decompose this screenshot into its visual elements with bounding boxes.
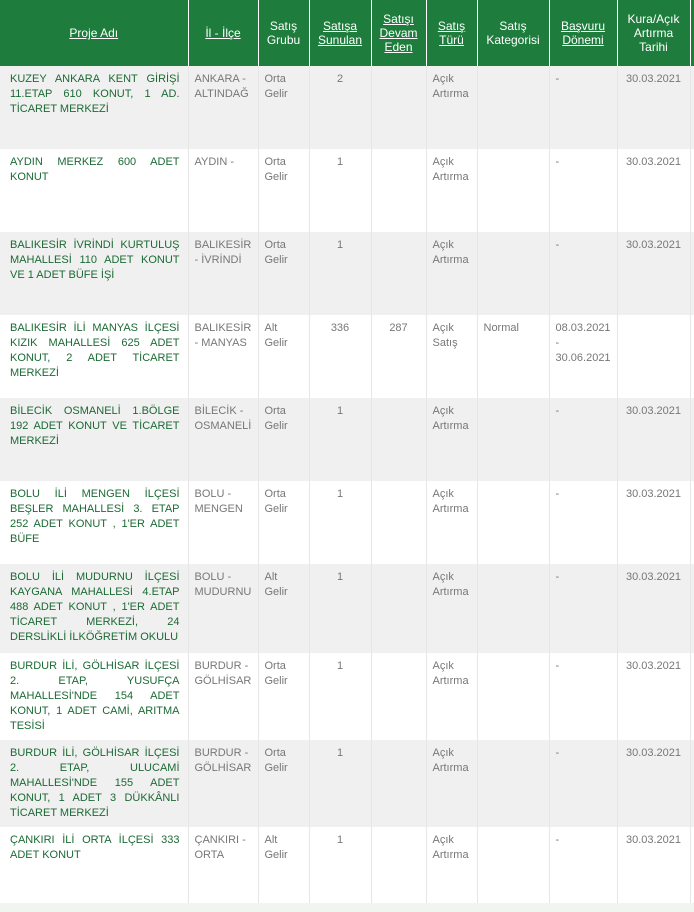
application-period-cell: - (549, 827, 617, 910)
location-cell: ANKARA - ALTINDAĞ (188, 66, 258, 149)
location-cell: BİLECİK - OSMANELİ (188, 398, 258, 481)
location-cell: AYDIN - (188, 149, 258, 232)
column-header-basvuru-donemi[interactable]: Başvuru Dönemi (549, 0, 617, 66)
offered-count-cell: 1 (309, 827, 371, 910)
sales-type-cell: Açık Artırma (426, 232, 477, 315)
ongoing-count-cell (371, 232, 426, 315)
ongoing-count-cell (371, 653, 426, 740)
column-header-satis-grubu: Satış Grubu (258, 0, 309, 66)
page-bottom (0, 903, 694, 912)
offered-count-cell: 1 (309, 740, 371, 827)
auction-date-cell: 30.03.2021 (617, 740, 690, 827)
sales-category-cell (477, 232, 549, 315)
sales-group-cell: Alt Gelir (258, 315, 309, 398)
table-row[interactable] (0, 66, 694, 149)
sales-group-cell: Alt Gelir (258, 827, 309, 910)
project-name-cell[interactable]: BURDUR İLİ, GÖLHİSAR İLÇESİ 2. ETAP, YUSUFÇA MAHALLESİ'NDE 154 ADET KONUT, 1 ADET CAMİ, ARITMA TESİSİ (0, 653, 188, 740)
application-period-cell: - (549, 740, 617, 827)
sales-type-cell: Açık Artırma (426, 149, 477, 232)
table-row[interactable] (0, 315, 694, 398)
overflow-cell (690, 740, 694, 827)
sales-group-cell: Alt Gelir (258, 564, 309, 653)
sales-group-cell: Orta Gelir (258, 149, 309, 232)
project-name-cell[interactable]: BALIKESİR İVRİNDİ KURTULUŞ MAHALLESİ 110 ADET KONUT VE 1 ADET BÜFE İŞİ (0, 232, 188, 315)
sales-group-cell: Orta Gelir (258, 481, 309, 564)
table-row[interactable] (0, 398, 694, 481)
auction-date-cell: 30.03.2021 (617, 564, 690, 653)
sales-type-cell: Açık Artırma (426, 740, 477, 827)
sales-type-cell: Açık Artırma (426, 564, 477, 653)
offered-count-cell: 1 (309, 564, 371, 653)
sales-category-cell (477, 398, 549, 481)
location-cell: BURDUR - GÖLHİSAR (188, 653, 258, 740)
overflow-cell (690, 653, 694, 740)
location-cell: BALIKESİR - İVRİNDİ (188, 232, 258, 315)
sales-category-cell (477, 481, 549, 564)
sales-category-cell (477, 653, 549, 740)
location-cell: BOLU - MUDURNU (188, 564, 258, 653)
offered-count-cell: 1 (309, 481, 371, 564)
sales-group-cell: Orta Gelir (258, 232, 309, 315)
column-header-satis-kategorisi: Satış Kategorisi (477, 0, 549, 66)
sales-category-cell (477, 149, 549, 232)
application-period-cell: - (549, 149, 617, 232)
overflow-cell (690, 398, 694, 481)
location-cell: BOLU - MENGEN (188, 481, 258, 564)
project-name-cell[interactable]: BALIKESİR İLİ MANYAS İLÇESİ KIZIK MAHALLESİ 625 ADET KONUT, 2 ADET TİCARET MERKEZİ (0, 315, 188, 398)
project-name-cell[interactable]: ÇANKIRI İLİ ORTA İLÇESİ 333 ADET KONUT (0, 827, 188, 910)
table-row[interactable] (0, 740, 694, 827)
sales-type-cell: Açık Artırma (426, 66, 477, 149)
table-row[interactable] (0, 827, 694, 910)
overflow-cell (690, 315, 694, 398)
project-name-cell[interactable]: AYDIN MERKEZ 600 ADET KONUT (0, 149, 188, 232)
column-header-proje-adi[interactable]: Proje Adı (0, 0, 188, 66)
ongoing-count-cell (371, 481, 426, 564)
auction-date-cell: 30.03.2021 (617, 398, 690, 481)
project-name-cell[interactable]: BOLU İLİ MENGEN İLÇESİ BEŞLER MAHALLESİ 3. ETAP 252 ADET KONUT , 1'ER ADET BÜFE (0, 481, 188, 564)
offered-count-cell: 336 (309, 315, 371, 398)
auction-date-cell: 30.03.2021 (617, 149, 690, 232)
ongoing-count-cell (371, 149, 426, 232)
application-period-cell: - (549, 66, 617, 149)
offered-count-cell: 1 (309, 398, 371, 481)
sales-category-cell: Normal (477, 315, 549, 398)
location-cell: BALIKESİR - MANYAS (188, 315, 258, 398)
application-period-cell: - (549, 398, 617, 481)
ongoing-count-cell (371, 740, 426, 827)
sales-type-cell: Açık Artırma (426, 481, 477, 564)
sales-category-cell (477, 827, 549, 910)
ongoing-count-cell (371, 398, 426, 481)
sales-type-cell: Açık Satış (426, 315, 477, 398)
sales-category-cell (477, 564, 549, 653)
auction-date-cell: 30.03.2021 (617, 66, 690, 149)
auction-date-cell: 30.03.2021 (617, 827, 690, 910)
ongoing-count-cell (371, 827, 426, 910)
column-header-il-ilce[interactable]: İl - İlçe (188, 0, 258, 66)
project-name-cell[interactable]: BURDUR İLİ, GÖLHİSAR İLÇESİ 2. ETAP, ULUCAMİ MAHALLESİ'NDE 155 ADET KONUT, 1 ADET 3 DÜKKÂNLI TİCARET MERKEZİ (0, 740, 188, 827)
table-header-row (0, 0, 694, 66)
offered-count-cell: 2 (309, 66, 371, 149)
sales-group-cell: Orta Gelir (258, 740, 309, 827)
application-period-cell: - (549, 232, 617, 315)
location-cell: ÇANKIRI - ORTA (188, 827, 258, 910)
table-row[interactable] (0, 653, 694, 740)
auction-date-cell: 30.03.2021 (617, 653, 690, 740)
auction-date-cell: 30.03.2021 (617, 481, 690, 564)
sales-group-cell: Orta Gelir (258, 398, 309, 481)
sales-type-cell: Açık Artırma (426, 827, 477, 910)
ongoing-count-cell (371, 564, 426, 653)
sales-type-cell: Açık Artırma (426, 653, 477, 740)
column-header-satis-turu[interactable]: Satış Türü (426, 0, 477, 66)
offered-count-cell: 1 (309, 653, 371, 740)
column-header-satisa-sunulan[interactable]: Satışa Sunulan (309, 0, 371, 66)
offered-count-cell: 1 (309, 232, 371, 315)
ongoing-count-cell: 287 (371, 315, 426, 398)
project-name-cell[interactable]: KUZEY ANKARA KENT GİRİŞİ 11.ETAP 610 KONUT, 1 AD. TİCARET MERKEZİ (0, 66, 188, 149)
table-row[interactable] (0, 149, 694, 232)
column-header-kura-tarihi: Kura/Açık Artırma Tarihi (617, 0, 690, 66)
table-row[interactable] (0, 481, 694, 564)
ongoing-count-cell (371, 66, 426, 149)
location-cell: BURDUR - GÖLHİSAR (188, 740, 258, 827)
project-name-cell[interactable]: BİLECİK OSMANELİ 1.BÖLGE 192 ADET KONUT VE TİCARET MERKEZİ (0, 398, 188, 481)
table-row[interactable] (0, 232, 694, 315)
sales-category-cell (477, 740, 549, 827)
auction-date-cell: 30.03.2021 (617, 232, 690, 315)
overflow-cell (690, 149, 694, 232)
overflow-cell (690, 66, 694, 149)
overflow-cell (690, 232, 694, 315)
column-header-satisi-devam-eden[interactable]: Satışı Devam Eden (371, 0, 426, 66)
application-period-cell: - (549, 564, 617, 653)
sales-type-cell: Açık Artırma (426, 398, 477, 481)
auction-date-cell (617, 315, 690, 398)
project-name-cell[interactable]: BOLU İLİ MUDURNU İLÇESİ KAYGANA MAHALLESİ 4.ETAP 488 ADET KONUT , 1'ER ADET TİCARET MERKEZİ, 24 DERSLİKLİ İLKÖĞRETİM OKULU (0, 564, 188, 653)
overflow-cell (690, 481, 694, 564)
application-period-cell: - (549, 653, 617, 740)
sales-group-cell: Orta Gelir (258, 66, 309, 149)
overflow-cell (690, 827, 694, 910)
sales-category-cell (477, 66, 549, 149)
offered-count-cell: 1 (309, 149, 371, 232)
sales-group-cell: Orta Gelir (258, 653, 309, 740)
table-row[interactable] (0, 564, 694, 653)
application-period-cell: - (549, 481, 617, 564)
overflow-cell (690, 564, 694, 653)
application-period-cell: 08.03.2021 - 30.06.2021 (549, 315, 617, 398)
column-header-overflow (690, 0, 694, 66)
